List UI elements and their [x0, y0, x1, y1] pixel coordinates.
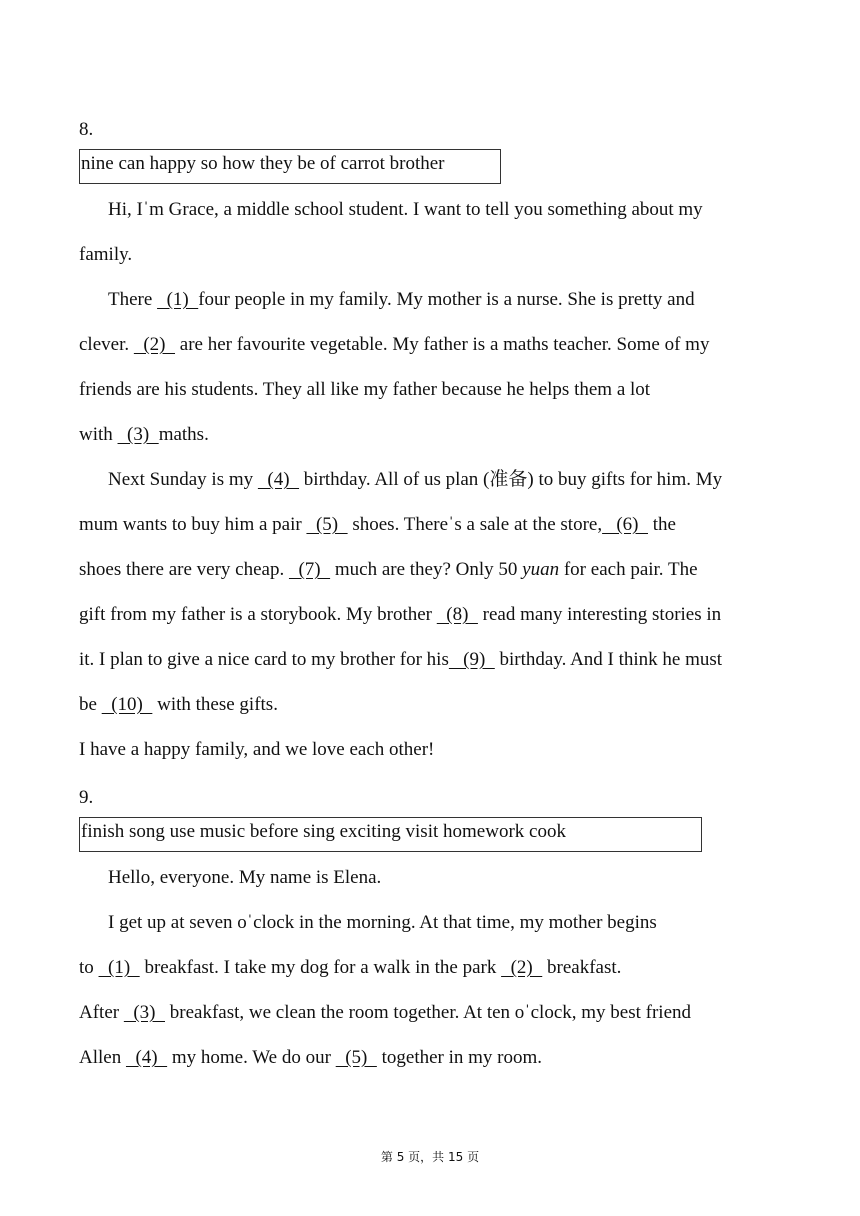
blank-5: (5): [335, 1047, 377, 1068]
blank-1: (1): [98, 957, 140, 978]
q8-line-1: Hi, Iˈm Grace, a middle school student. I want to tell you something about my: [108, 199, 703, 220]
blank-2: (2): [133, 334, 176, 355]
blank-2: (2): [501, 957, 543, 978]
blank-9: (9): [448, 649, 495, 670]
q9-line-3: to (1) breakfast. I take my dog for a walk in the park (2) breakfast.: [79, 957, 622, 978]
blank-8: (8): [436, 604, 478, 625]
q9-word-bank: finish song use music before sing exciting visit homework cook: [79, 817, 702, 852]
q9-line-5: Allen (4) my home. We do our (5) together in my room.: [79, 1047, 543, 1068]
q9-line-4: After (3) breakfast, we clean the room together. At ten oˈclock, my best friend: [79, 1002, 692, 1023]
blank-6: (6): [602, 514, 648, 535]
q8-word-bank: nine can happy so how they be of carrot brother: [79, 149, 501, 184]
q9-line-2: I get up at seven oˈclock in the morning. At that time, my mother begins: [108, 912, 657, 933]
q8-line-10: gift from my father is a storybook. My brother (8) read many interesting stories in: [79, 604, 722, 625]
q8-line-5: friends are his students. They all like my father because he helps them a lot: [79, 379, 651, 400]
question-8-number: 8.: [79, 119, 94, 140]
blank-3: (3): [123, 1002, 165, 1023]
q8-line-4: clever. (2) are her favourite vegetable. My father is a maths teacher. Some of my: [79, 334, 710, 355]
blank-4: (4): [125, 1047, 168, 1068]
q9-line-1: Hello, everyone. My name is Elena.: [108, 867, 382, 888]
blank-7: (7): [288, 559, 331, 580]
q8-line-3: There (1) four people in my family. My mother is a nurse. She is pretty and: [108, 289, 695, 310]
page-footer: 第 5 页，共 15 页: [380, 1150, 480, 1164]
q8-line-8: mum wants to buy him a pair (5) shoes. Thereˈs a sale at the store, (6) the: [79, 514, 676, 535]
q8-line-11: it. I plan to give a nice card to my brother for his (9) birthday. And I think he must: [79, 649, 723, 670]
blank-3: (3): [117, 424, 159, 445]
q8-line-6: with (3) maths.: [79, 424, 209, 445]
q8-line-2: family.: [79, 244, 133, 265]
q8-line-13: I have a happy family, and we love each other!: [79, 739, 435, 760]
blank-1: (1): [157, 289, 199, 310]
blank-4: (4): [257, 469, 300, 490]
blank-10: (10): [101, 694, 153, 715]
q8-line-12: be (10) with these gifts.: [79, 694, 278, 715]
q8-line-9: shoes there are very cheap. (7) much are they? Only 50 yuan for each pair. The: [79, 559, 698, 580]
q8-line-7: Next Sunday is my (4) birthday. All of us plan (准备) to buy gifts for him. My: [108, 469, 723, 490]
question-9-number: 9.: [79, 787, 94, 808]
blank-5: (5): [306, 514, 348, 535]
